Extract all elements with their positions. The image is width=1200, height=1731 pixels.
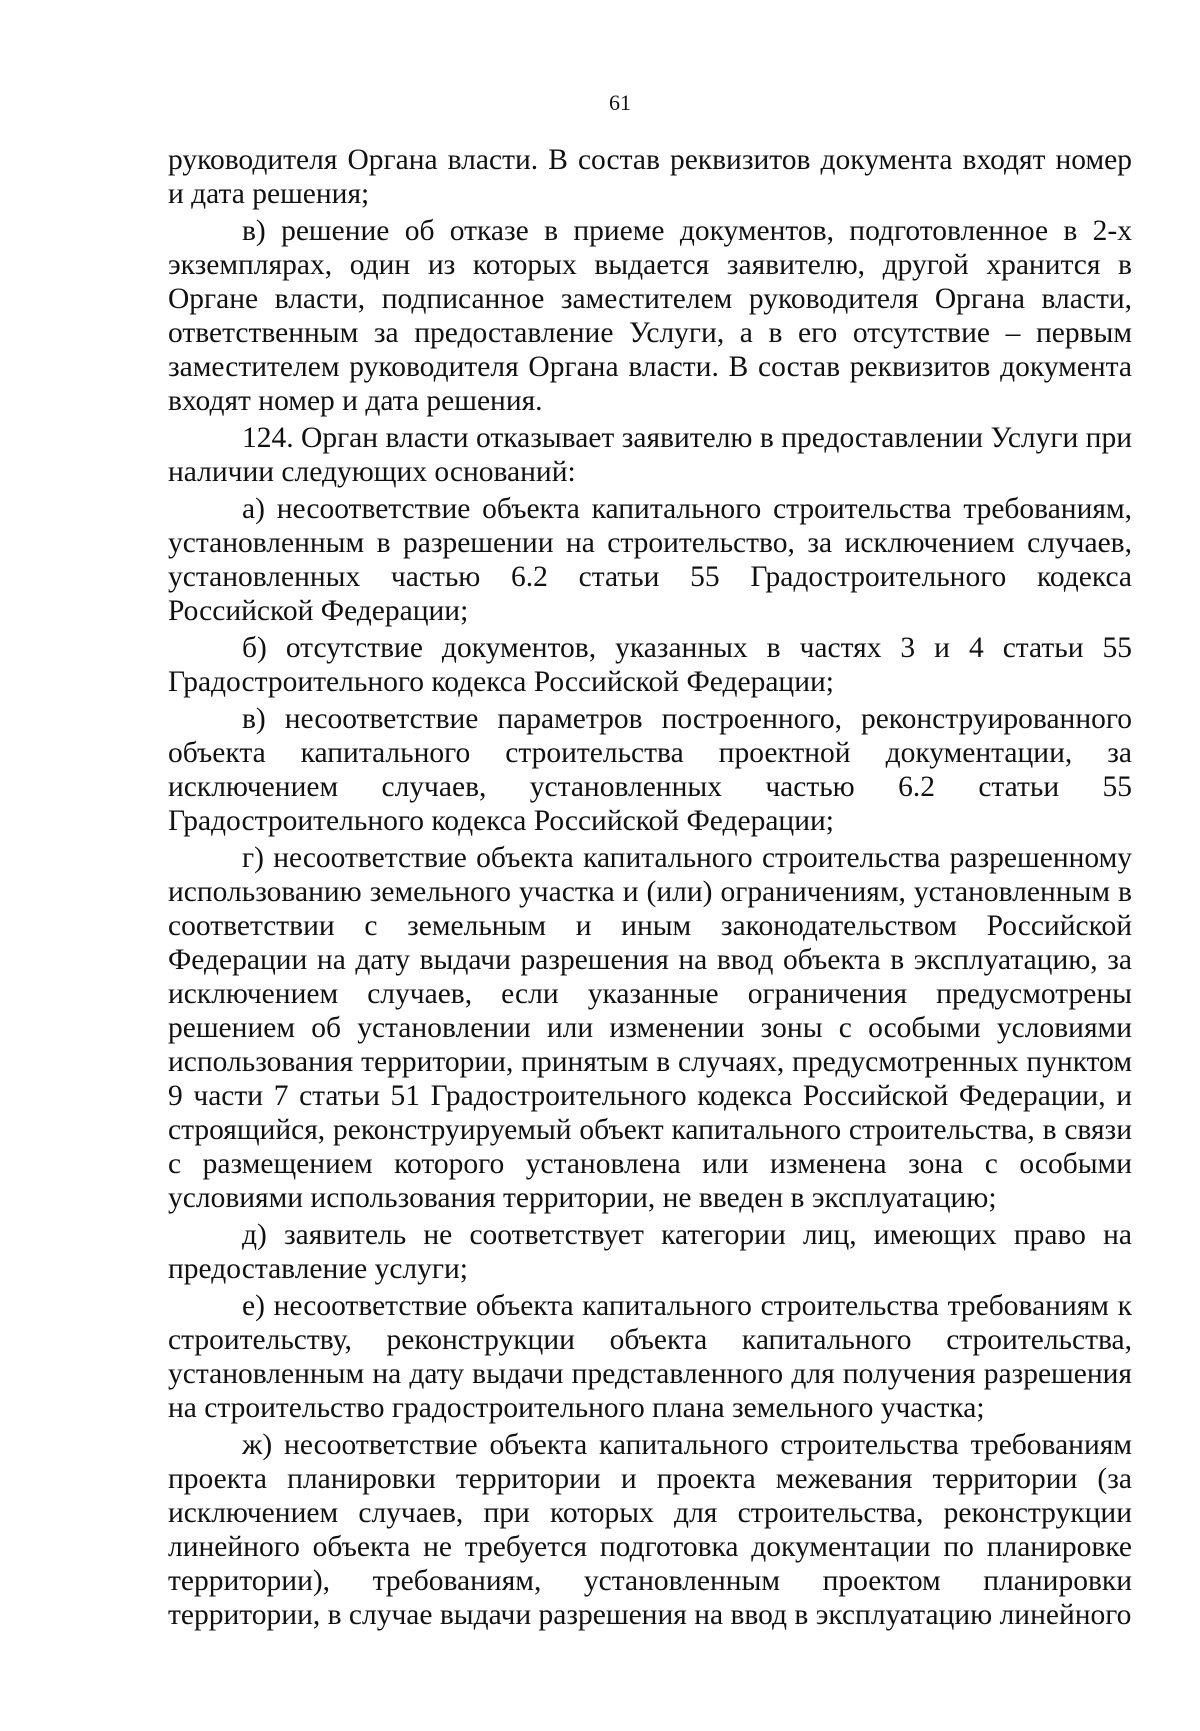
paragraph-124: 124. Орган власти отказывает заявителю в предоставлении Услуги при наличии следующих оснований: <box>168 422 1132 488</box>
paragraph-continuation: руководителя Органа власти. В состав реквизитов документа входят номер и дата решения; <box>168 144 1132 210</box>
paragraph-item-g: г) несоответствие объекта капитального строительства разрешенному использованию земельного участка и (или) ограничениям, установленным в соответствии с земельным и иным законодательством Российской Федерации на дату выдачи разрешения на ввод объекта в эксплуатацию, за исключением случаев, если указанные ограничения предусмотрены решением об установлении или изменении зоны с особыми условиями использования территории, принятым в случаях, предусмотренных пунктом 9 части 7 статьи 51 Градостроительного кодекса Российской Федерации, и строящийся, реконструируемый объект капитального строительства, в связи с размещением которого установлена или изменена зона с особыми условиями использования территории, не введен в эксплуатацию; <box>168 842 1132 1214</box>
paragraph-item-b: б) отсутствие документов, указанных в частях 3 и 4 статьи 55 Градостроительного кодекса Российской Федерации; <box>168 632 1132 698</box>
document-body <box>168 143 1132 1632</box>
paragraph-item-v: в) несоответствие параметров построенного, реконструированного объекта капитального строительства проектной документации, за исключением случаев, установленных частью 6.2 статьи 55 Градостроительного кодекса Российской Федерации; <box>168 703 1132 837</box>
paragraph-item-e: е) несоответствие объекта капитального строительства требованиям к строительству, реконструкции объекта капитального строительства, установленным на дату выдачи представленного для получения разрешения на строительство градостроительного плана земельного участка; <box>168 1290 1132 1424</box>
paragraph-item-v-refusal-decision: в) решение об отказе в приеме документов, подготовленное в 2-х экземплярах, один из которых выдается заявителю, другой хранится в Органе власти, подписанное заместителем руководителя Органа власти, ответственным за предоставление Услуги, а в его отсутствие – первым заместителем руководителя Органа власти. В состав реквизитов документа входят номер и дата решения. <box>168 215 1132 417</box>
paragraph-item-d: д) заявитель не соответствует категории лиц, имеющих право на предоставление услуги; <box>168 1219 1132 1285</box>
paragraph-item-zh: ж) несоответствие объекта капитального строительства требованиям проекта планировки территории и проекта межевания территории (за исключением случаев, при которых для строительства, реконструкции линейного объекта не требуется подготовка документации по планировке территории), требованиям, установленным проектом планировки территории, в случае выдачи разрешения на ввод в эксплуатацию линейного <box>168 1429 1132 1631</box>
page-number: 61 <box>609 90 631 115</box>
paragraph-item-a: а) несоответствие объекта капитального строительства требованиям, установленным в разрешении на строительство, за исключением случаев, установленных частью 6.2 статьи 55 Градостроительного кодекса Российской Федерации; <box>168 493 1132 627</box>
